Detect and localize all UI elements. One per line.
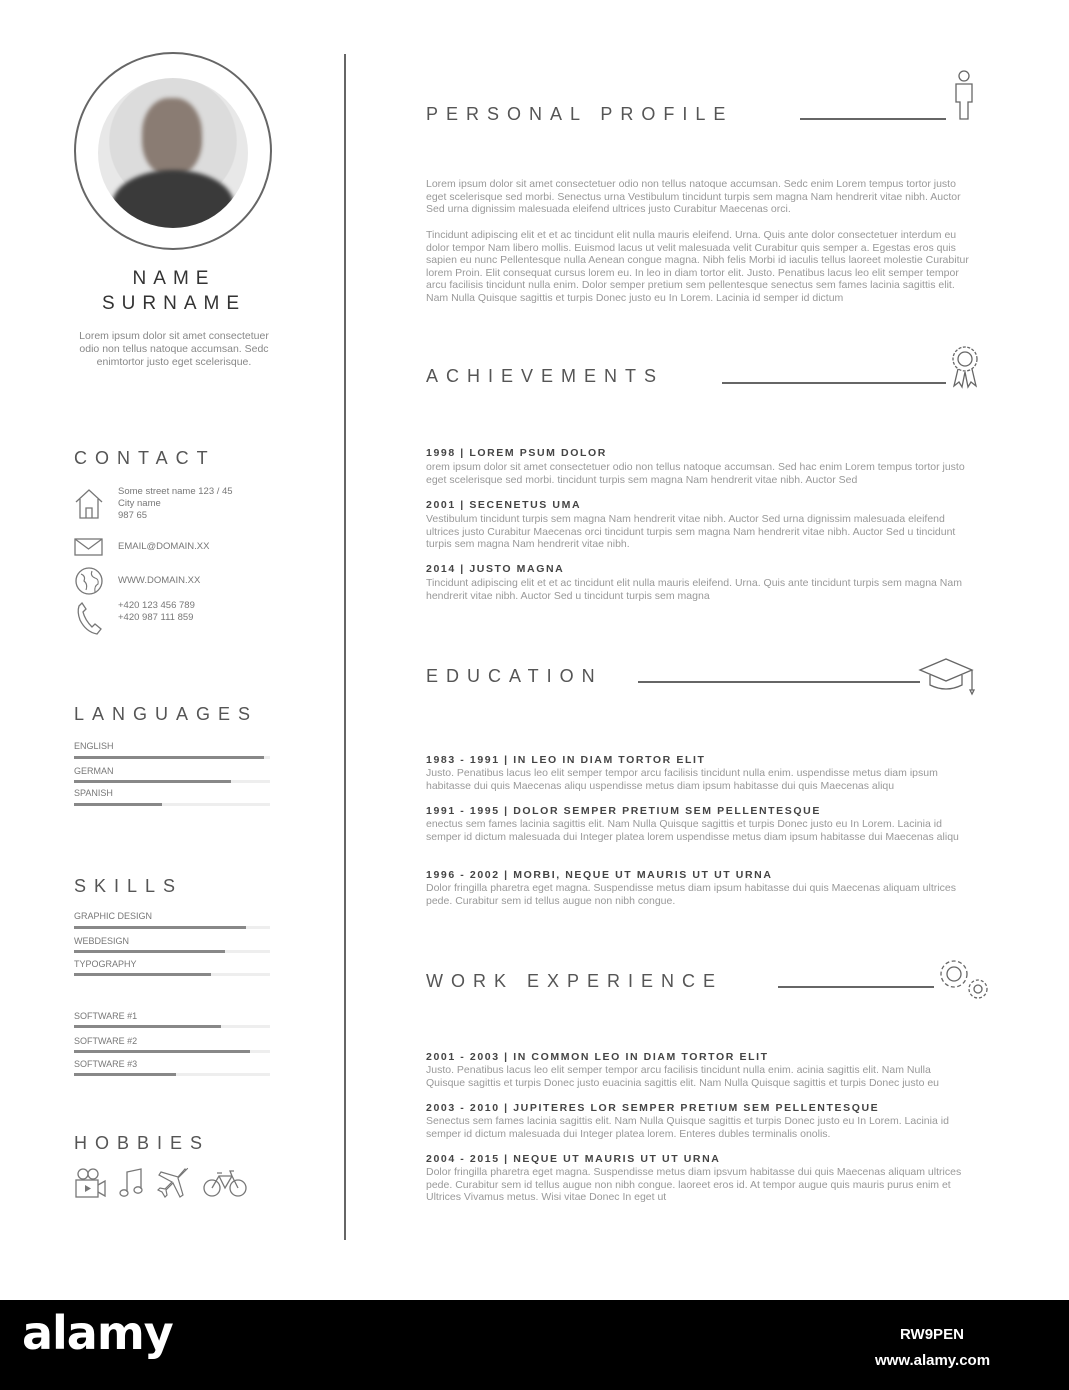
contact-web <box>74 566 284 596</box>
work-body: Dolor fringilla pharetra eget magna. Suspendisse metus diam ipsvum habitasse dui quis Maecenas aliquam ultrices pede. Curabitur sem id tellus augue non nibh congue. laoreet eros id. At tempor augue quis mauris purus enim et Ultrices Vivamus metus. Wisi vitae Donec In eget ut <box>426 1166 962 1203</box>
skill-label: WEBDESIGN <box>74 936 130 946</box>
hobby-icons <box>74 1166 248 1200</box>
video-camera-icon <box>74 1166 106 1200</box>
skill-bar <box>74 973 270 976</box>
contact-email <box>74 537 284 557</box>
profile-tagline: Lorem ipsum dolor sit amet consectetuer odio non tellus natoque accumsan. Sedc enimtortor justo eget scelerisque. <box>79 330 269 368</box>
bar-fill <box>74 756 264 759</box>
skill-label: GRAPHIC DESIGN <box>74 911 153 921</box>
work-title: 2004 - 2015 | NEQUE UT MAURIS UT UT URNA <box>426 1153 721 1165</box>
work-body: Senectus sem fames lacinia sagittis elit. Nam Nulla Quisque sagittis et turpis Donec justo eu In Lorem. Lacinia id semper id dictum malesuada dui Integer platea lorem. Enteres dubles terminalis onolis. <box>426 1115 949 1140</box>
website-link[interactable]: WWW.DOMAIN.XX <box>118 575 201 586</box>
education-title: 1991 - 1995 | DOLOR SEMPER PRETIUM SEM PELLENTESQUE <box>426 805 821 817</box>
work-body: Justo. Penatibus lacus leo elit semper tempor arcu facilisis tincidunt nulla enim. acinia sagittis elit. Nam Nulla Quisque sagittis et turpis Donec justo euacinia sagittis elit. Nam Nulla Quisque sagittis et turpis Donec justo eu <box>426 1064 940 1089</box>
section-title-education: EDUCATION <box>426 666 603 686</box>
skill-bar <box>74 950 270 953</box>
language-bar <box>74 756 270 759</box>
section-title-profile: PERSONAL PROFILE <box>426 104 734 124</box>
globe-icon <box>74 566 104 596</box>
avatar <box>98 78 248 228</box>
skill-bar <box>74 1025 270 1028</box>
contact-heading: CONTACT <box>74 448 216 468</box>
home-icon <box>74 486 104 520</box>
skill-label: SOFTWARE #2 <box>74 1036 138 1046</box>
music-note-icon <box>118 1166 144 1200</box>
profile-paragraph: Tincidunt adipiscing elit et et ac tincidunt elit nulla mauris eleifend. Urna. Quis ante dolor consectetuer interdum eu dolor tempor Nam libero mollis. Euismod lacus ut velit malesuada velit Curabitur quis semper a. Egestas eros quis sapien eu nunc Pellentesque nulla Aenean congue magna. Nibh felis Morbi id iaculis tellus laoreet molestie Curabitur lorem Proin. Elit consequat cursus lorem eu. In leo in diam tortor elit. Justo. Penatibus lacus leo elit semper tempor arcu facilisis tincidunt nulla enim. Dolor semper pretium sem pellentesque senectus sem fames lacinia sagittis elit. Nam Nulla Quisque sagittis et turpis Donec justo eu In Lorem. Lacinia id semper id dictum <box>426 229 969 304</box>
bar-fill <box>74 950 225 953</box>
bar-fill <box>74 1025 221 1028</box>
email-link[interactable]: EMAIL@DOMAIN.XX <box>118 541 210 552</box>
person-icon <box>950 70 978 122</box>
gears-icon <box>936 956 992 1002</box>
profile-paragraph: Lorem ipsum dolor sit amet consectetuer odio non tellus natoque accumsan. Sedc enim Lorem tempus tortor justo eget scelerisque sed morbi. Senectus urna Vestibulum tincidunt turpis sem magna Nam hendrerit vitae nibh. Auctor Sed urna dignissim malesuada eleifend ultrices justo Curabitur Maecenas orci. <box>426 178 961 215</box>
achievement-title: 2014 | JUSTO MAGNA <box>426 563 565 575</box>
achievement-body: orem ipsum dolor sit amet consectetuer odio non tellus natoque accumsan. Sed hac enim Lorem tempus tortor justo eget scelerisque sed morbi. tincidunt turpis sem magna Nam hendrerit vitae nibh. Auctor Sed <box>426 461 965 486</box>
image-id: RW9PEN <box>900 1326 964 1343</box>
achievement-body: Vestibulum tincidunt turpis sem magna Nam hendrerit vitae nibh. Auctor Sed urna dignissim malesuada eleifend ultrices justo Curabitur Maecenas orci tincidunt turpis sem magna Nam hendrerit vitae nibh. Auctor Sed u tincidunt turpis sem magna Nam hendrerit vitae nibh. <box>426 513 956 550</box>
language-label: SPANISH <box>74 788 113 798</box>
achievement-body: Tincidunt adipiscing elit et et ac tincidunt elit nulla mauris eleifend. Urna. Quis ante tincidunt turpis sem magna Nam hendrerit vitae nibh. Auctor Sed u tincidunt turpis sem magna <box>426 577 962 602</box>
language-bar <box>74 803 270 806</box>
achievement-title: 2001 | SECENETUS UMA <box>426 499 582 511</box>
section-title-work: WORK EXPERIENCE <box>426 971 724 991</box>
bar-fill <box>74 973 211 976</box>
hobbies-heading: HOBBIES <box>74 1133 211 1153</box>
language-bar <box>74 780 270 783</box>
contact-address: Some street name 123 / 45 City name 987 65 <box>74 486 284 522</box>
languages-heading: LANGUAGES <box>74 704 259 724</box>
section-title-achievements: ACHIEVEMENTS <box>426 366 665 386</box>
contact-phone: +420 123 456 789 +420 987 111 859 <box>74 600 284 636</box>
award-ribbon-icon <box>948 344 982 390</box>
education-body: enectus sem fames lacinia sagittis elit. Nam Nulla Quisque sagittis et turpis Donec justo eu In Lorem. Lacinia id semper id dictum malesuada dui Integer platea lorem uspendisse metus diam ipsum habitasse dui Maecenas aliqu <box>426 818 959 843</box>
education-title: 1983 - 1991 | IN LEO IN DIAM TORTOR ELIT <box>426 754 706 766</box>
skill-label: SOFTWARE #3 <box>74 1059 138 1069</box>
skill-bar <box>74 1073 270 1076</box>
section-rule <box>778 986 934 988</box>
bicycle-icon <box>202 1168 248 1198</box>
work-title: 2003 - 2010 | JUPITERES LOR SEMPER PRETIUM SEM PELLENTESQUE <box>426 1102 880 1114</box>
skill-bar <box>74 1050 270 1053</box>
bar-fill <box>74 803 162 806</box>
skills-heading: SKILLS <box>74 876 184 896</box>
column-divider <box>344 54 346 1240</box>
alamy-logo: alamy <box>22 1306 173 1360</box>
section-rule <box>638 681 920 683</box>
bar-fill <box>74 1050 250 1053</box>
achievement-title: 1998 | LOREM PSUM DOLOR <box>426 447 607 459</box>
language-label: GERMAN <box>74 766 114 776</box>
graduation-cap-icon <box>918 656 976 696</box>
language-label: ENGLISH <box>74 741 114 751</box>
skill-bar <box>74 926 270 929</box>
mail-icon <box>74 537 104 557</box>
skill-label: TYPOGRAPHY <box>74 959 137 969</box>
bar-fill <box>74 1073 176 1076</box>
education-title: 1996 - 2002 | MORBI, NEQUE UT MAURIS UT UT URNA <box>426 869 773 881</box>
airplane-icon <box>156 1166 190 1200</box>
site-url[interactable]: www.alamy.com <box>875 1352 991 1369</box>
bar-fill <box>74 780 231 783</box>
education-body: Justo. Penatibus lacus leo elit semper tempor arcu facilisis tincidunt nulla enim. uspendisse metus diam ipsum habitasse dui quis Maecenas aliqu uspendisse metus diam ipsum habitasse dui quis Maecenas aliqu <box>426 767 938 792</box>
education-body: Dolor fringilla pharetra eget magna. Suspendisse metus diam ipsum habitasse dui quis Maecenas aliquam ultrices pede. Curabitur sem id tellus augue non nibh congue. <box>426 882 956 907</box>
person-name: NAME SURNAME <box>101 268 246 314</box>
skill-label: SOFTWARE #1 <box>74 1011 138 1021</box>
work-title: 2001 - 2003 | IN COMMON LEO IN DIAM TORTOR ELIT <box>426 1051 769 1063</box>
phone-icon <box>74 600 104 636</box>
bar-fill <box>74 926 246 929</box>
section-rule <box>722 382 946 384</box>
section-rule <box>800 118 946 120</box>
